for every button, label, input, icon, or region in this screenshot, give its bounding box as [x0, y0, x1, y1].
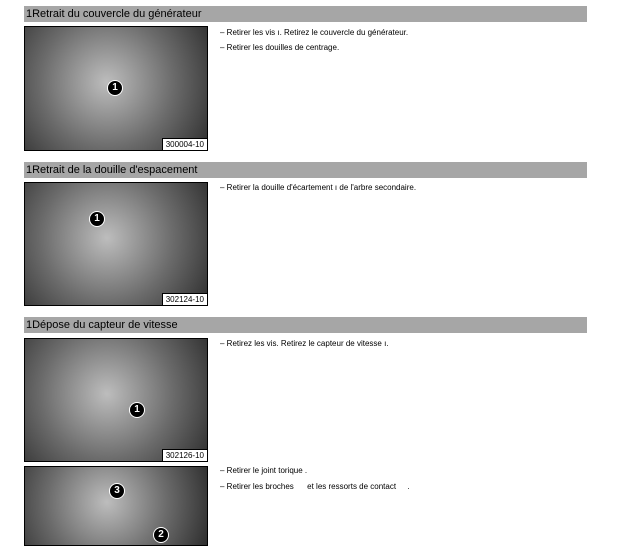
section-header: 1Dépose du capteur de vitesse	[24, 317, 587, 333]
callout: 3	[109, 483, 125, 499]
image-caption: 302124-10	[162, 293, 207, 305]
callout: 1	[89, 211, 105, 227]
speed-sensor-image	[24, 338, 208, 462]
step: – Retirer les vis ı. Retirez le couvercle du générateur.	[220, 28, 409, 37]
image-caption: 300004-10	[162, 138, 207, 150]
callout: 2	[153, 527, 169, 543]
callout: 1	[107, 80, 123, 96]
step: – Retirer le joint torique .	[220, 466, 308, 475]
section-header: 1Retrait du couvercle du générateur	[24, 6, 587, 22]
step: – Retirer les douilles de centrage.	[220, 43, 340, 52]
callout: 1	[129, 402, 145, 418]
generator-cover-image	[24, 26, 208, 151]
o-ring-image	[24, 466, 208, 546]
step: – Retirez les vis. Retirez le capteur de vitesse ı.	[220, 339, 389, 348]
step: – Retirer la douille d'écartement ı de l'arbre secondaire.	[220, 183, 417, 192]
spacer-bushing-image	[24, 182, 208, 306]
image-caption: 302126-10	[162, 449, 207, 461]
step: – Retirer les broches et les ressorts de contact .	[220, 482, 410, 491]
section-header: 1Retrait de la douille d'espacement	[24, 162, 587, 178]
